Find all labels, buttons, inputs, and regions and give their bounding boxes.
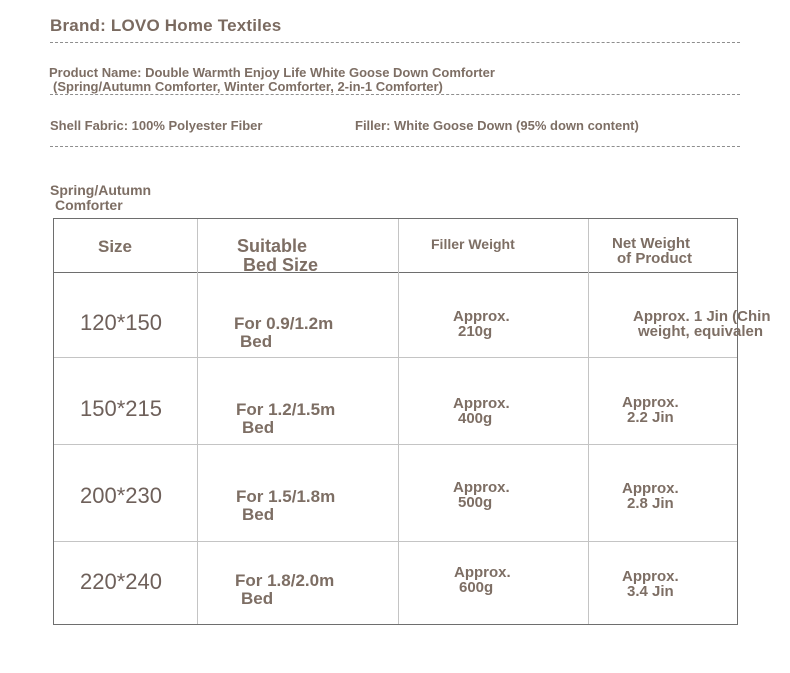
- net-line1: Approx. 1 Jin (Chin: [633, 308, 771, 325]
- filler-line1: Approx.: [453, 395, 510, 412]
- filler-line1: Approx.: [453, 308, 510, 325]
- bed-line2: Bed: [242, 418, 275, 437]
- table-row-bed: [235, 572, 334, 608]
- divider: [50, 146, 740, 147]
- net-line2: 2.2 Jin: [627, 409, 674, 426]
- table-row-size: 200*230: [80, 483, 162, 508]
- column-separator: [197, 219, 198, 624]
- shell-fabric: Shell Fabric: 100% Polyester Fiber: [50, 118, 263, 133]
- bed-line2: Bed: [241, 589, 274, 608]
- bed-line1: For 0.9/1.2m: [234, 314, 334, 333]
- header-bed-line2: Bed Size: [243, 255, 319, 275]
- row-separator: [54, 541, 737, 542]
- net-line2: weight, equivalen: [638, 323, 764, 340]
- divider: [50, 94, 740, 95]
- filler-line2: 400g: [458, 410, 493, 427]
- table-row-bed: [236, 401, 335, 437]
- table-row-size: 120*150: [80, 310, 162, 335]
- table-row-size: 220*240: [80, 569, 162, 594]
- table-row-filler: [454, 565, 511, 595]
- table-row-bed: [236, 488, 335, 524]
- product-name: [49, 66, 495, 94]
- filler-line2: 500g: [458, 494, 493, 511]
- header-filler-weight: Filler Weight: [431, 236, 515, 252]
- table-row-filler: [453, 480, 510, 510]
- header-size: Size: [98, 237, 133, 256]
- bed-line1: For 1.5/1.8m: [236, 487, 336, 506]
- section-title-line2: Comforter: [55, 197, 123, 213]
- net-line2: 3.4 Jin: [627, 583, 674, 600]
- header-net-line2: of Product: [617, 250, 692, 267]
- header-bed-size: [237, 237, 318, 275]
- header-net-line1: Net Weight: [612, 235, 691, 252]
- filler-line1: Approx.: [454, 564, 511, 581]
- net-line1: Approx.: [622, 394, 679, 411]
- size-table: [53, 218, 771, 625]
- header-net-weight: [612, 236, 692, 266]
- net-line1: Approx.: [622, 480, 679, 497]
- bed-line1: For 1.2/1.5m: [236, 400, 336, 419]
- section-title-line1: Spring/Autumn: [50, 182, 152, 198]
- table-row-net-weight: [622, 481, 679, 511]
- table-row-net-weight: [622, 395, 679, 425]
- bed-line1: For 1.8/2.0m: [235, 571, 335, 590]
- table-row-bed: [234, 315, 333, 351]
- table-row-size: 150*215: [80, 396, 162, 421]
- row-separator: [54, 444, 737, 445]
- filler-line2: 210g: [458, 323, 493, 340]
- table-row-net-weight: [633, 309, 771, 339]
- product-name-line1: Product Name: Double Warmth Enjoy Life White Goose Down Comforter: [49, 65, 495, 80]
- table-row-filler: [453, 309, 510, 339]
- product-name-line2: (Spring/Autumn Comforter, Winter Comforter, 2-in-1 Comforter): [53, 79, 443, 94]
- bed-line2: Bed: [242, 505, 275, 524]
- column-separator: [398, 219, 399, 624]
- header-separator: [54, 272, 737, 273]
- header-bed-line1: Suitable: [237, 236, 308, 256]
- column-separator: [588, 219, 589, 624]
- section-title: [50, 183, 151, 213]
- row-separator: [54, 357, 737, 358]
- net-line2: 2.8 Jin: [627, 495, 674, 512]
- filler-line2: 600g: [459, 579, 494, 596]
- bed-line2: Bed: [240, 332, 273, 351]
- filler-spec: Filler: White Goose Down (95% down content): [355, 118, 639, 133]
- table-row-filler: [453, 396, 510, 426]
- filler-line1: Approx.: [453, 479, 510, 496]
- divider: [50, 42, 740, 43]
- table-row-net-weight: [622, 569, 679, 599]
- net-line1: Approx.: [622, 568, 679, 585]
- brand-title: Brand: LOVO Home Textiles: [50, 16, 282, 35]
